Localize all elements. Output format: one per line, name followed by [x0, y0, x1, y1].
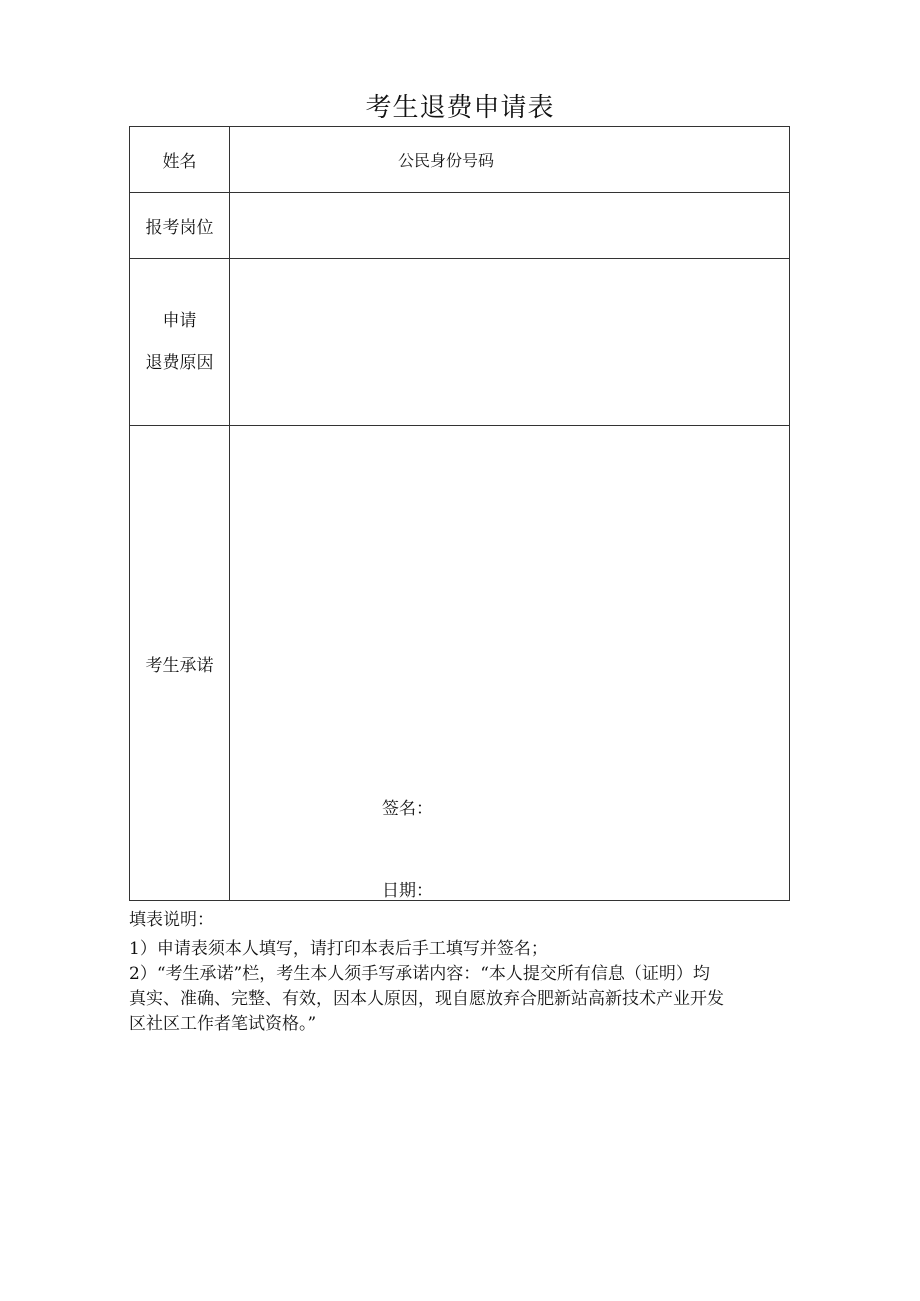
reason-label-line2: 退费原因	[145, 353, 214, 373]
id-number-label: 公民身份号码	[398, 151, 495, 170]
row-position	[130, 193, 789, 259]
page-title: 考生退费申请表	[365, 93, 555, 123]
position-label-cell	[130, 193, 230, 258]
name-label-cell	[130, 127, 230, 192]
notes-item: 2）“考生承诺”栏，考生本人须手写承诺内容：“本人提交所有信息（证明）均	[129, 964, 710, 984]
notes-item: 真实、准确、完整、有效，因本人原因，现自愿放弃合肥新站高新技术产业开发	[129, 989, 724, 1009]
filling-instructions	[129, 906, 794, 1037]
reason-label-cell	[130, 259, 230, 425]
row-refund-reason	[130, 259, 789, 426]
promise-label: 考生承诺	[145, 655, 214, 676]
position-value-cell[interactable]	[230, 193, 789, 258]
notes-item: 1）申请表须本人填写，请打印本表后手工填写并签名；	[129, 939, 548, 959]
notes-item: 区社区工作者笔试资格。”	[129, 1014, 317, 1034]
row-promise	[130, 426, 789, 900]
promise-value-cell[interactable]	[230, 426, 789, 900]
date-label: 日期：	[382, 881, 433, 901]
signature-label: 签名：	[382, 799, 433, 819]
position-label: 报考岗位	[145, 218, 214, 238]
reason-value-cell[interactable]	[230, 259, 789, 425]
application-form-table	[129, 126, 790, 901]
name-value-cell[interactable]	[230, 127, 789, 192]
reason-label-line1: 申请	[162, 311, 197, 331]
name-label: 姓名	[162, 152, 197, 172]
row-name	[130, 127, 789, 193]
promise-label-cell	[130, 426, 230, 900]
notes-heading: 填表说明：	[129, 910, 214, 930]
